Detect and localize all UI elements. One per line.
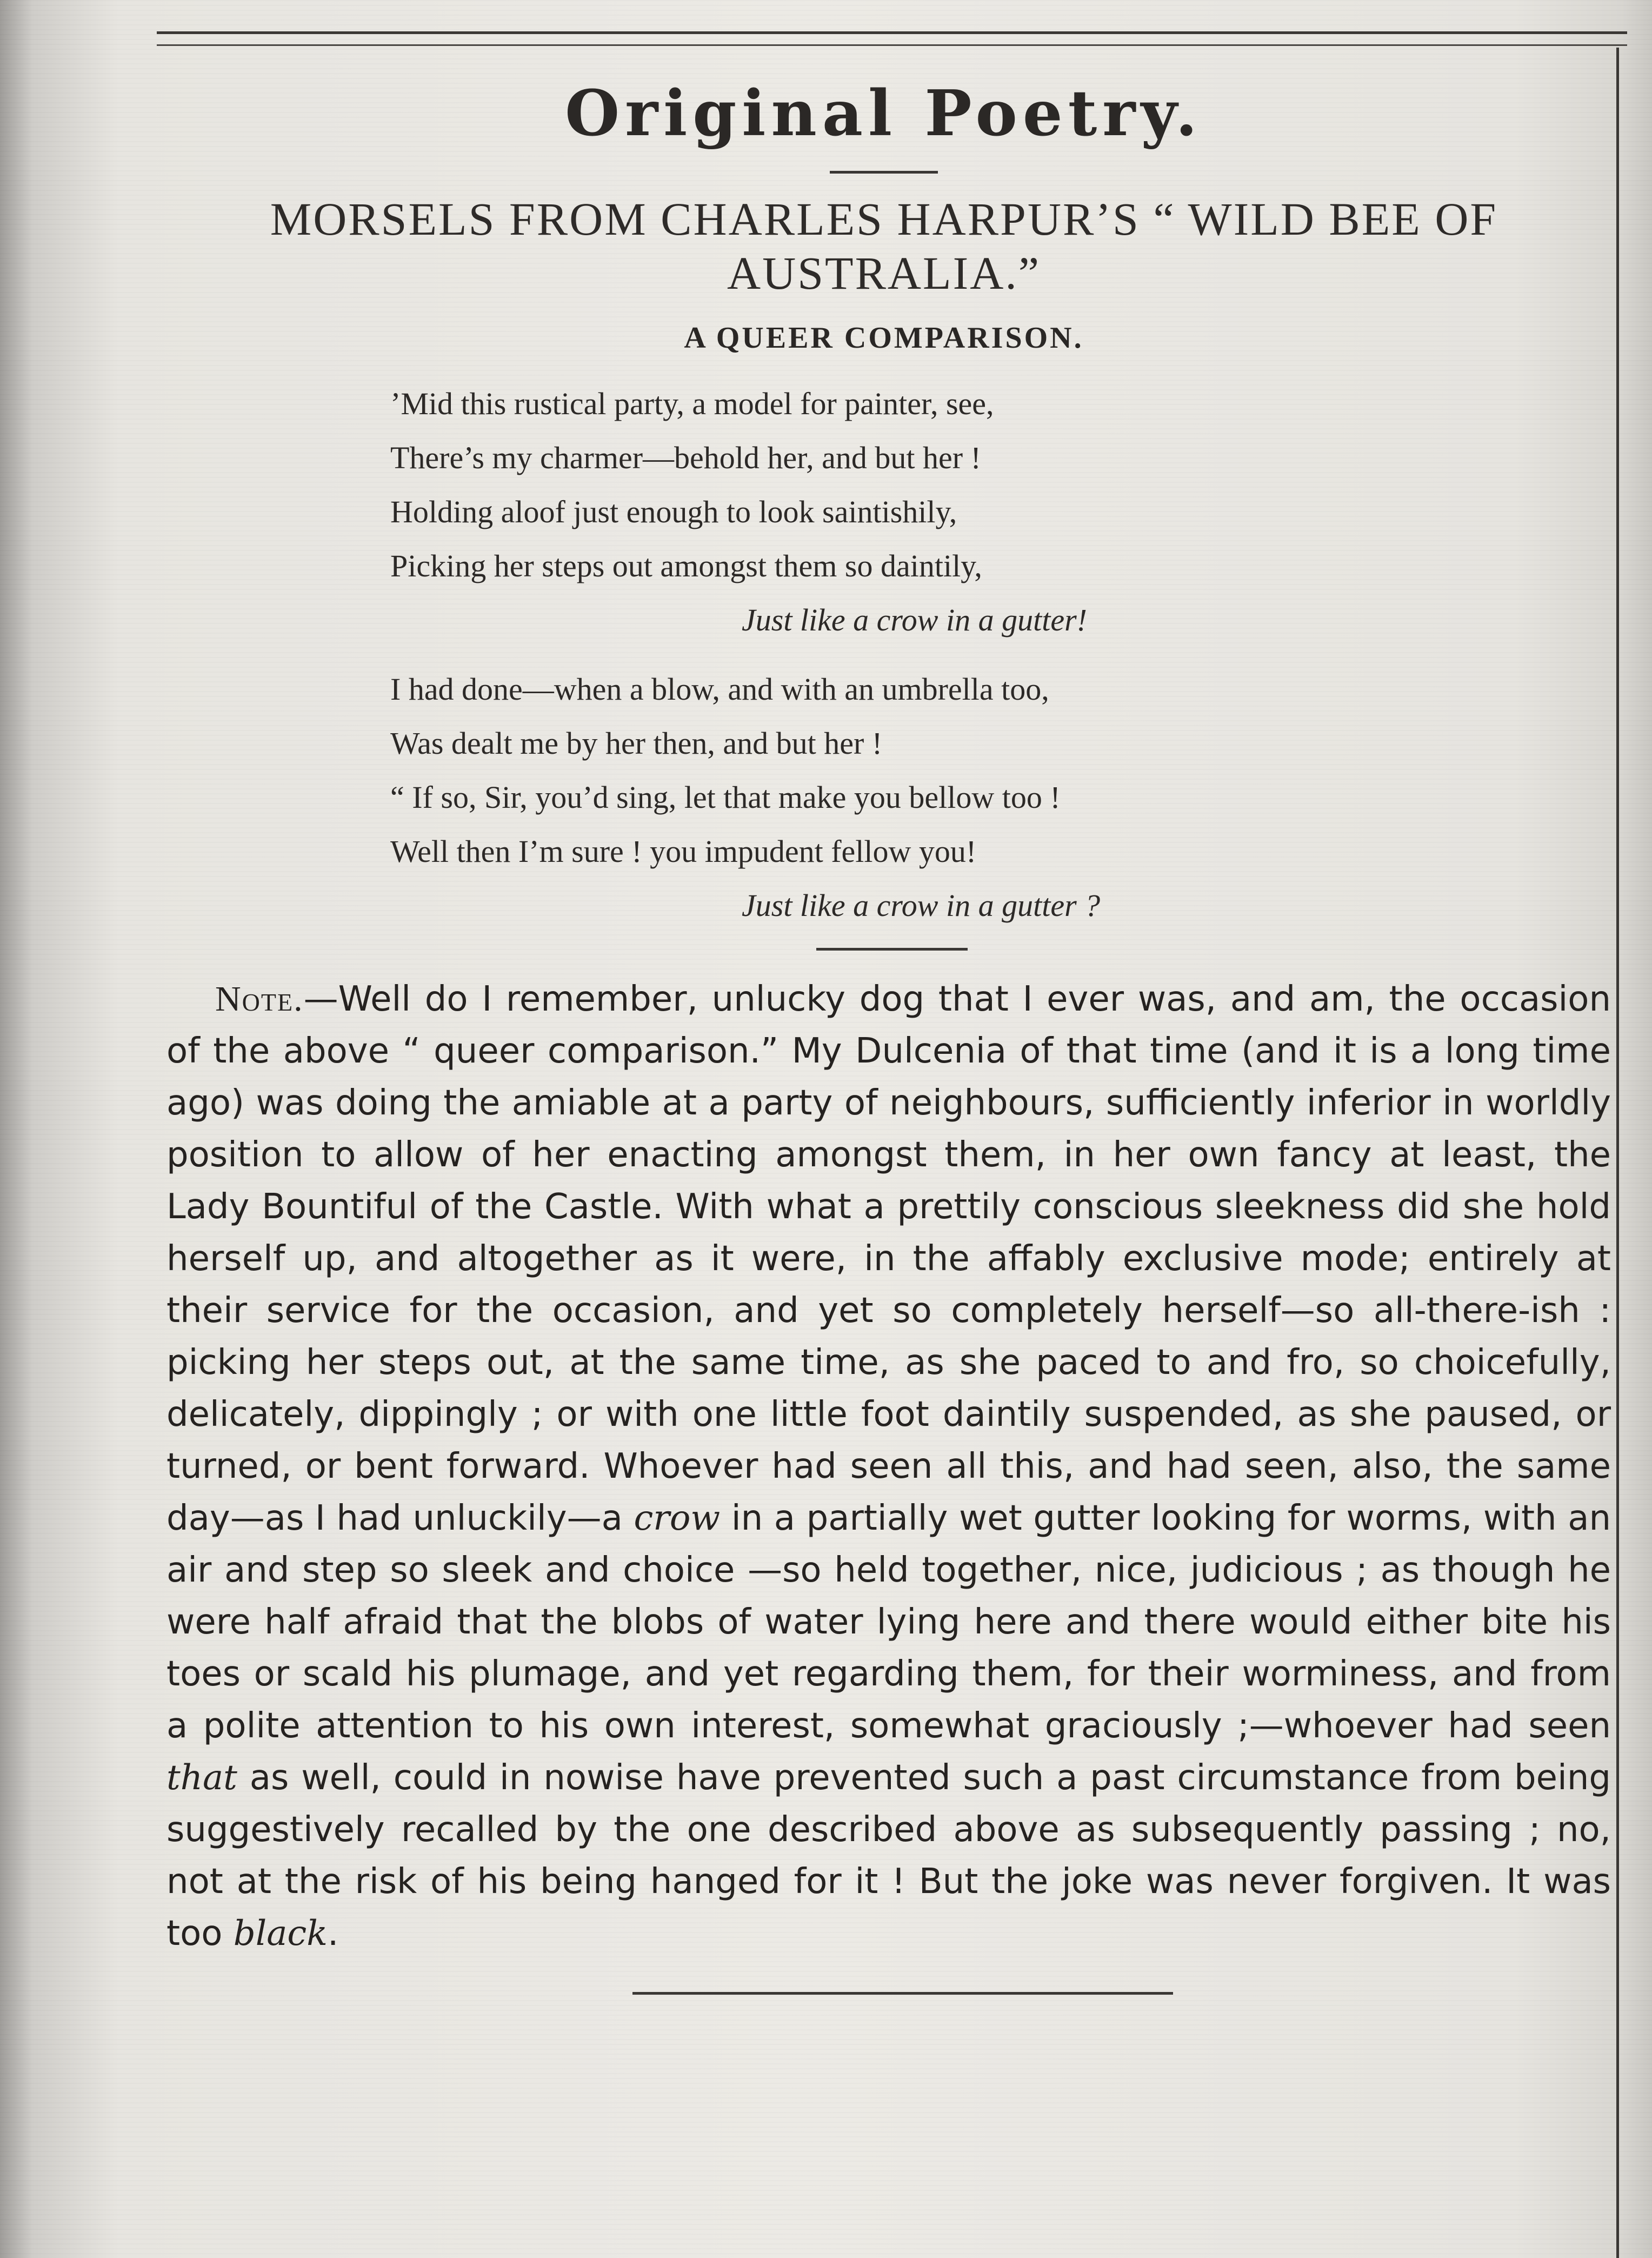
verse-line: “ If so, Sir, you’d sing, let that make you bellow too !: [390, 780, 1061, 815]
section-rule: [830, 171, 938, 174]
verse-line: Holding aloof just enough to look saintishily,: [390, 494, 957, 529]
stanza: [390, 377, 1611, 647]
stanza: [390, 662, 1611, 933]
top-rule: [157, 31, 1627, 34]
verse-line: I had done—when a blow, and with an umbrella too,: [390, 672, 1049, 707]
verse-line: ’Mid this rustical party, a model for painter, see,: [390, 386, 994, 421]
note-emphasis: crow: [634, 1498, 721, 1538]
author-note: [157, 973, 1611, 1960]
verse-refrain: Just like a crow in a gutter ?: [742, 888, 1101, 923]
top-rule-thin: [157, 44, 1627, 46]
verse-line: Well then I’m sure ! you impudent fellow you!: [390, 834, 977, 869]
article-end-rule: [632, 1992, 1173, 1995]
poetry-column: [157, 65, 1611, 1995]
verse-line: There’s my charmer—behold her, and but her !: [390, 440, 981, 475]
column-divider: [1616, 48, 1619, 2258]
note-lead: Note.: [215, 979, 304, 1019]
section-masthead: Original Poetry.: [565, 77, 1203, 150]
poem-end-rule: [816, 948, 968, 951]
note-text: —Well do I remember, unlucky dog that I ever was, and am, the occasion of the above “ queer comparison.” My Dulcenia of that time (and it is a long time ago) was doing the amiable at a party of neighbours, sufficiently inferior in worldly position to allow of her enacting amongst them, in her own fancy at least, the Lady Bountiful of the Castle. With what a prettily conscious sleekness did she hold herself up, and altogether as it were, in the affably exclusive mode; entirely at their service for the occasion, and yet so completely herself—so all-there-ish : picking her steps out, at the same time, as she paced to and fro, so choicefully, delicately, dippingly ; or with one little foot daintily suspended, as she paused, or turned, or bent forward. Whoever had seen all this, and had seen, also, the same day—as I had unluckily—a: [166, 979, 1611, 1538]
note-emphasis: that: [166, 1758, 237, 1798]
note-text: .: [327, 1914, 339, 1954]
verse-line: Was dealt me by her then, and but her !: [390, 726, 883, 761]
note-emphasis: black: [233, 1914, 328, 1954]
note-text: in a partially wet gutter looking for worms, with an air and step so sleek and choice —so held together, nice, judicious ; as though he were half afraid that the blobs of water lying here and there would either bite his toes or scald his plumage, and yet regarding them, for their worminess, and from a polite attention to his own interest, somewhat graciously ;—whoever had seen: [166, 1498, 1611, 1746]
article-title: MORSELS FROM CHARLES HARPUR’S “ WILD BEE OF AUSTRALIA.”: [270, 193, 1498, 299]
verse-line: Picking her steps out amongst them so daintily,: [390, 548, 982, 583]
verse-refrain: Just like a crow in a gutter!: [742, 602, 1087, 637]
poem-subtitle: A QUEER COMPARISON.: [684, 321, 1084, 355]
note-text: as well, could in nowise have prevented such a past circumstance from being suggestively recalled by the one described above as subsequently passing ; no, not at the risk of his being hanged for it ! But the joke was never forgiven. It was too: [166, 1758, 1611, 1954]
